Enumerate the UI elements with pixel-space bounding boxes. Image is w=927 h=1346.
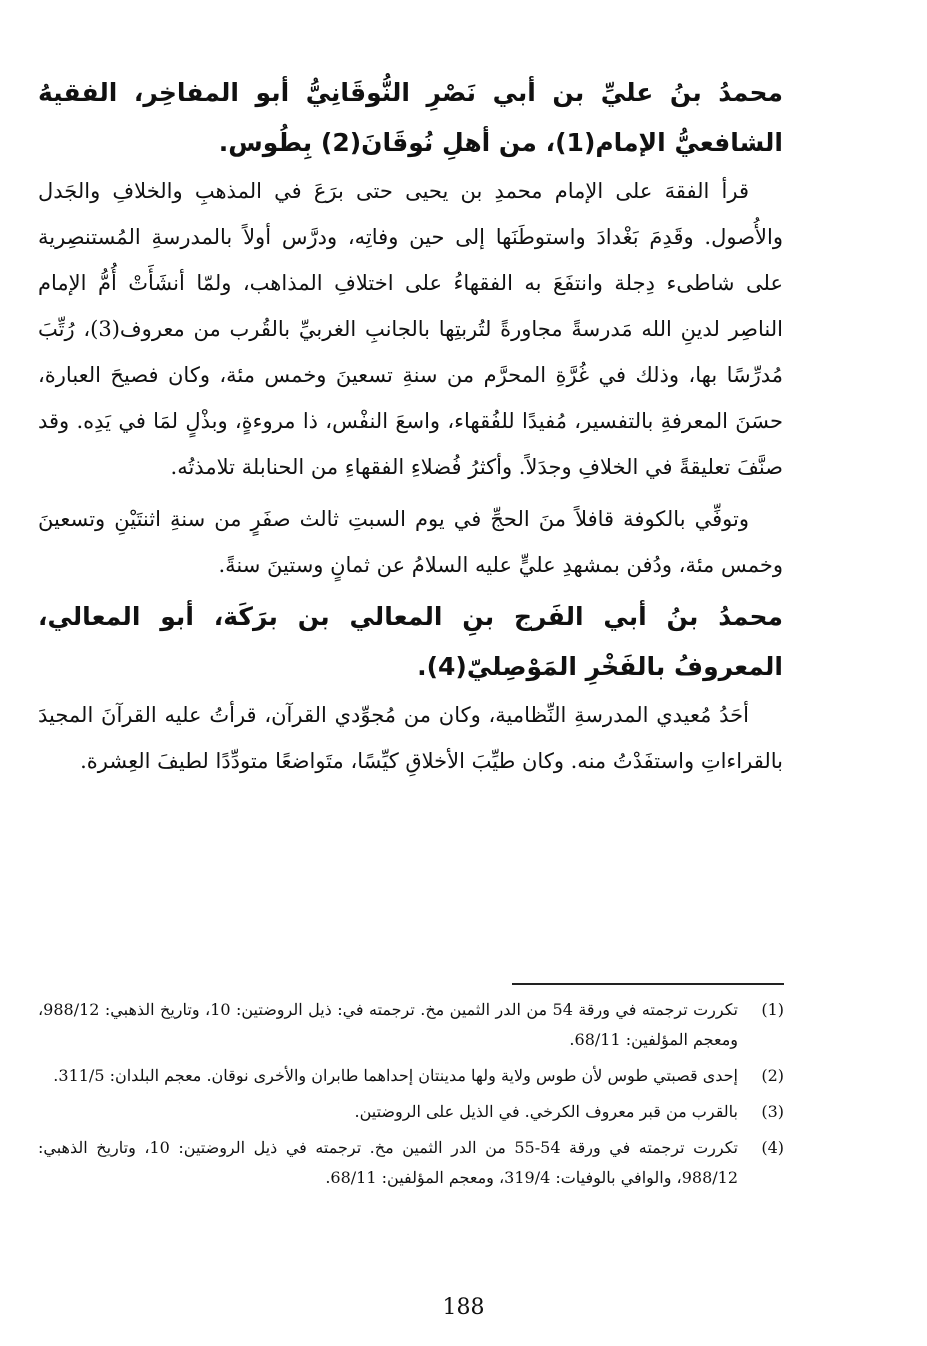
entry-paragraph: أحَدُ مُعيدي المدرسةِ النِّظامية، وكان من مُجوِّدي القرآن، قرأتُ عليه القرآنَ المجيدَ بالقراءاتِ واستفَدْتُ منه. وكان طيِّبَ الأخلاقِ كيِّسًا، متَواضعًا متودِّدًا لطيفَ العِشرة. xyxy=(38,703,783,773)
footnote xyxy=(38,1133,788,1193)
footnote xyxy=(38,995,788,1055)
entry-title-nuqani: محمدُ بنُ عليِّ بن أبي نَصْرِ النُّوقَانِيُّ أبو المفاخِر، الفقيهُ الشافعيُّ الإمام(1)، من أهلِ نُوقَانَ(2) بِطُوس. xyxy=(38,78,783,157)
footnote-text: إحدى قصبتي طوس لأن طوس ولاية ولها مدينتان إحداهما طابران والأخرى نوقان. معجم البلدان: 311/5. xyxy=(53,1066,738,1085)
footnote-number: (2) xyxy=(761,1066,784,1085)
footnote-divider xyxy=(512,983,784,985)
footnotes xyxy=(38,995,788,1199)
footnote-number: (3) xyxy=(761,1102,784,1121)
main-text xyxy=(38,68,783,784)
footnote-number: (4) xyxy=(761,1138,784,1157)
footnote-number: (1) xyxy=(761,1000,784,1019)
footnote-text: تكررت ترجمته في ورقة 54 من الدر الثمين مخ. ترجمته في: ذيل الروضتين: 10، وتاريخ الذهبي: 988/12، ومعجم المؤلفين: 68/11. xyxy=(38,1000,738,1049)
entry-title-mawsili: محمدُ بنُ أبي الفَرج بنِ المعالي بن برَكَة، أبو المعالي، المعروفُ بالفَخْرِ المَوْصِليّ(4). xyxy=(38,602,783,681)
footnote-text: تكررت ترجمته في ورقة 54-55 من الدر الثمين مخ. ترجمته في ذيل الروضتين: 10، وتاريخ الذهبي: 988/12، والوافي بالوفيات: 319/4، ومعجم المؤلفين: 68/11. xyxy=(38,1138,739,1187)
footnote xyxy=(38,1061,788,1091)
entry-paragraph: وتوفِّي بالكوفة قافلاً منَ الحجِّ في يوم السبتِ ثالث صفَرٍ من سنةِ اثنتَيْنِ وتسعينَ وخمس مئة، ودُفن بمشهدِ عليٍّ عليه السلامُ عن ثمانٍ وستينَ سنةً. xyxy=(38,507,783,577)
footnote-text: بالقرب من قبر معروف الكرخي. في الذيل على الروضتين. xyxy=(354,1102,738,1121)
entry-paragraph: قرأ الفقهَ على الإمام محمدِ بن يحيى حتى برَعَ في المذهبِ والخلافِ والجَدل والأُصول. وقَدِمَ بَغْدادَ واستوطَنَها إلى حين وفاتِه، ودرَّس أولاً بالمدرسةِ المُستنصِرية على شاطىء دِجلة وانتفَعَ به الفقهاءُ على اختلافِ المذاهب، ولمّا أنشَأَتْ أُمُّ الإمام الناصِر لدينِ الله مَدرسةً مجاورةً لتُربتِها بالجانبِ الغربيِّ بالقُرب من معروف(3)، رُتِّبَ مُدرِّسًا بها، وذلك في غُرَّةِ المحرَّم من سنةِ تسعينَ وخمس مئة، وكان فصيحَ العبارة، حسَنَ المعرفةِ بالتفسير، مُفيدًا للفُقهاء، واسعَ النفْس، ذا مروءةٍ، وبذْلٍ لمَا في يَدِه. وقد صنَّفَ تعليقةً في الخلافِ وجدَلاً. وأكثرُ فُضلاءِ الفقهاءِ من الحنابلة تلامذتُه. xyxy=(38,179,783,479)
footnote xyxy=(38,1097,788,1127)
page-number: 188 xyxy=(442,1295,485,1320)
